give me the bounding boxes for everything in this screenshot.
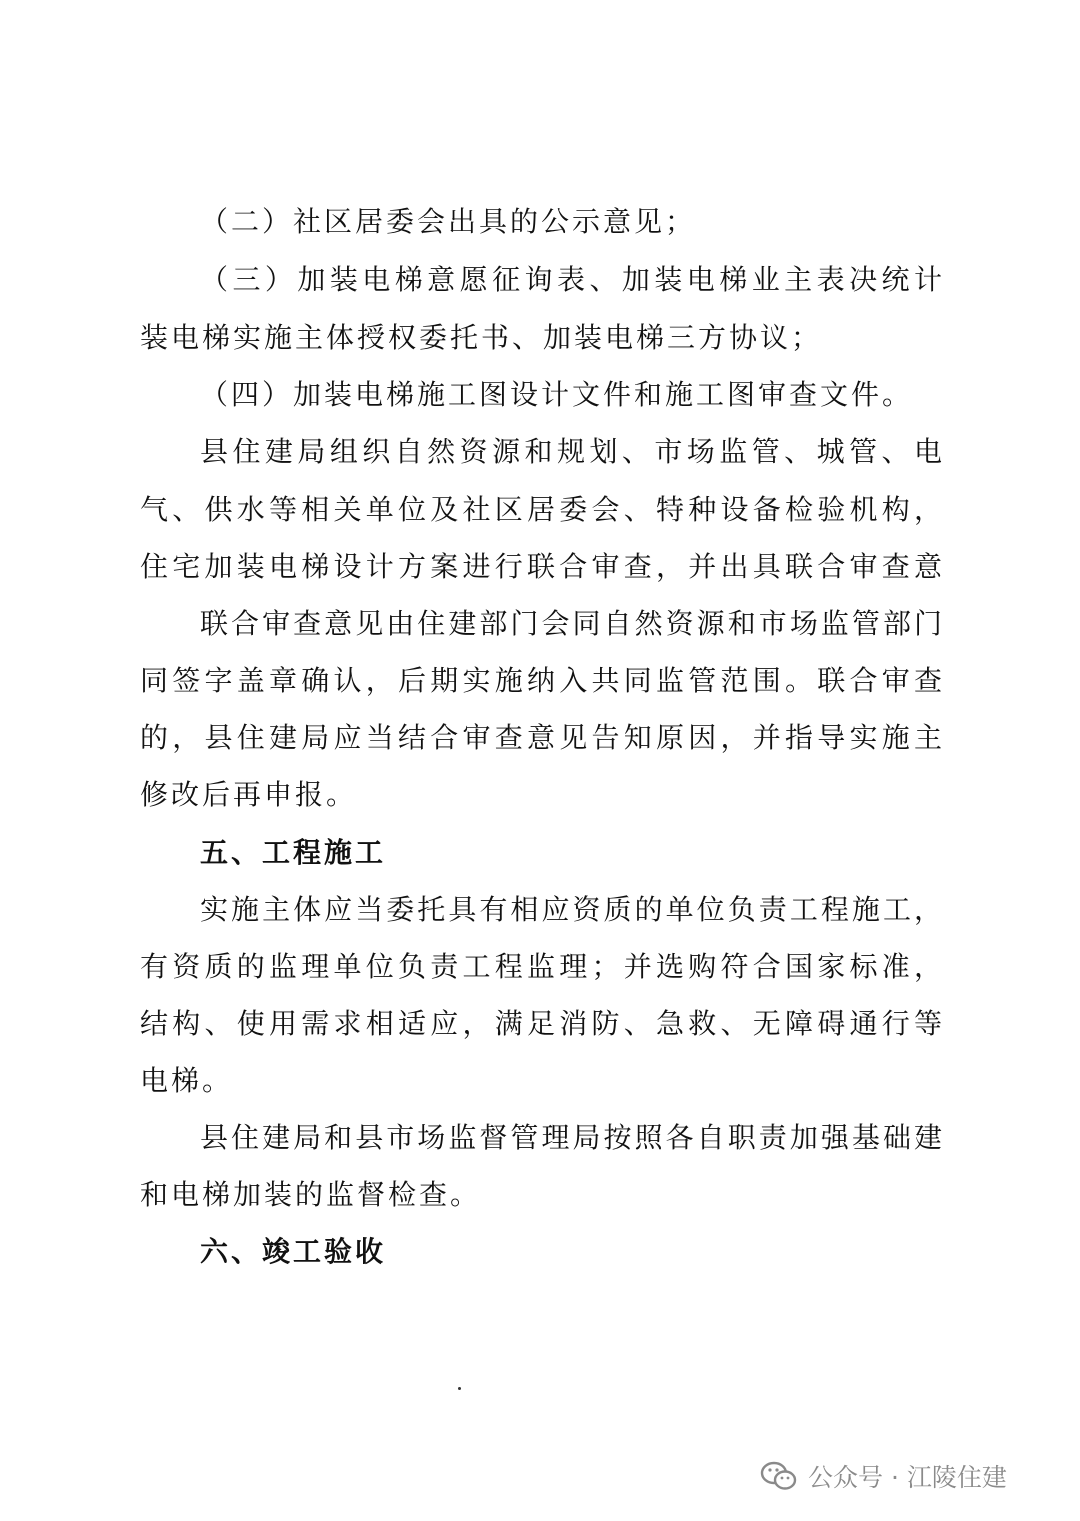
watermark-text: 公众号 · 江陵住建 [808,1463,1007,1492]
paragraph-line: 气、供水等相关单位及社区居委会、特种设备检验机构， [140,493,945,526]
paragraph-line: 实施主体应当委托具有相应资质的单位负责工程施工， [200,893,945,926]
list-item: （三）加装电梯意愿征询表、加装电梯业主表决统计 [200,263,945,296]
watermark [760,1458,1007,1494]
paragraph-line: 住宅加装电梯设计方案进行联合审查，并出具联合审查意 [140,550,945,583]
list-item: （二）社区居委会出具的公示意见； [200,205,697,238]
paragraph-line: 有资质的监理单位负责工程监理；并选购符合国家标准， [140,950,945,983]
section-heading: 六、竣工验收 [200,1235,387,1268]
paragraph-line: 电梯。 [140,1064,234,1097]
paragraph-line: 结构、使用需求相适应，满足消防、急救、无障碍通行等 [140,1007,945,1040]
paragraph-line: 修改后再申报。 [140,778,358,811]
wechat-icon [760,1460,798,1492]
section-heading: 五、工程施工 [200,836,387,869]
paragraph-line: 联合审查意见由住建部门会同自然资源和市场监管部门 [200,607,945,640]
paragraph-line: 和电梯加装的监督检查。 [140,1178,482,1211]
list-item: （四）加装电梯施工图设计文件和施工图审查文件。 [200,378,914,411]
paragraph-line: 的，县住建局应当结合审查意见告知原因，并指导实施主 [140,721,945,754]
paragraph-line: 同签字盖章确认，后期实施纳入共同监管范围。联合审查 [140,664,945,697]
list-item-continued: 装电梯实施主体授权委托书、加装电梯三方协议； [140,321,823,354]
paragraph-line: 县住建局组织自然资源和规划、市场监管、城管、电 [200,435,945,468]
page-dot [458,1387,461,1390]
paragraph-line: 县住建局和县市场监督管理局按照各自职责加强基础建 [200,1121,945,1154]
